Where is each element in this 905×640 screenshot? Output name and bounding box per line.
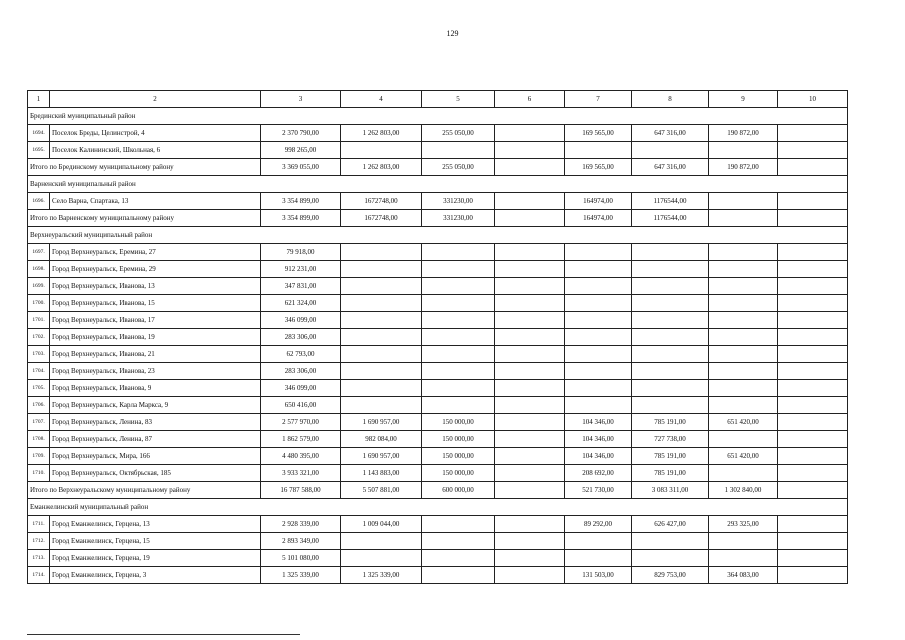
value-cell-c3: 62 793,00: [261, 346, 341, 363]
value-cell-c10: [778, 482, 848, 499]
value-cell-c7: [565, 550, 632, 567]
value-cell-c8: [632, 346, 709, 363]
value-cell-c3: 2 370 790,00: [261, 125, 341, 142]
value-cell-c4: 1 325 339,00: [341, 567, 422, 584]
address-cell: Город Верхнеуральск, Иванова, 17: [50, 312, 261, 329]
value-cell-c5: 150 000,00: [422, 448, 495, 465]
value-cell-c8: [632, 363, 709, 380]
value-cell-c10: [778, 448, 848, 465]
value-cell-c3: 283 306,00: [261, 329, 341, 346]
value-cell-c8: 785 191,00: [632, 465, 709, 482]
value-cell-c5: [422, 329, 495, 346]
section-label: Еманжелинский муниципальный район: [28, 499, 848, 516]
value-cell-c10: [778, 312, 848, 329]
value-cell-c9: [709, 550, 778, 567]
value-cell-c8: [632, 142, 709, 159]
value-cell-c8: [632, 550, 709, 567]
value-cell-c10: [778, 516, 848, 533]
value-cell-c6: [495, 159, 565, 176]
value-cell-c8: 727 738,00: [632, 431, 709, 448]
value-cell-c3: 16 787 588,00: [261, 482, 341, 499]
value-cell-c10: [778, 244, 848, 261]
value-cell-c9: [709, 193, 778, 210]
table-row: [28, 346, 848, 363]
header-cell: 8: [632, 91, 709, 108]
table-row: [28, 516, 848, 533]
row-number: 1696.: [28, 193, 50, 210]
value-cell-c7: 164974,00: [565, 210, 632, 227]
value-cell-c9: [709, 261, 778, 278]
value-cell-c5: [422, 533, 495, 550]
value-cell-c8: 1176544,00: [632, 193, 709, 210]
total-row: [28, 482, 848, 499]
value-cell-c10: [778, 363, 848, 380]
value-cell-c10: [778, 346, 848, 363]
value-cell-c8: [632, 295, 709, 312]
value-cell-c3: 1 325 339,00: [261, 567, 341, 584]
value-cell-c10: [778, 567, 848, 584]
value-cell-c6: [495, 278, 565, 295]
table-row: [28, 125, 848, 142]
value-cell-c4: 1 009 044,00: [341, 516, 422, 533]
value-cell-c5: [422, 295, 495, 312]
table-row: [28, 244, 848, 261]
row-number: 1704.: [28, 363, 50, 380]
value-cell-c3: 3 354 899,00: [261, 210, 341, 227]
value-cell-c6: [495, 142, 565, 159]
value-cell-c3: 1 862 579,00: [261, 431, 341, 448]
row-number: 1702.: [28, 329, 50, 346]
row-number: 1713.: [28, 550, 50, 567]
value-cell-c4: [341, 142, 422, 159]
value-cell-c4: 1672748,00: [341, 193, 422, 210]
value-cell-c6: [495, 261, 565, 278]
value-cell-c4: [341, 380, 422, 397]
table-row: [28, 414, 848, 431]
table-row: [28, 380, 848, 397]
table-row: [28, 329, 848, 346]
row-number: 1699.: [28, 278, 50, 295]
value-cell-c4: 1 143 883,00: [341, 465, 422, 482]
value-cell-c6: [495, 312, 565, 329]
value-cell-c4: [341, 363, 422, 380]
register-table: [27, 90, 848, 584]
value-cell-c5: 331230,00: [422, 210, 495, 227]
value-cell-c4: [341, 312, 422, 329]
row-number: 1709.: [28, 448, 50, 465]
value-cell-c8: [632, 278, 709, 295]
value-cell-c7: [565, 397, 632, 414]
value-cell-c6: [495, 363, 565, 380]
section-label: Брединский муниципальный район: [28, 108, 848, 125]
table-row: [28, 278, 848, 295]
page-number: 129: [446, 29, 459, 38]
row-number: 1706.: [28, 397, 50, 414]
value-cell-c7: 169 565,00: [565, 125, 632, 142]
value-cell-c3: 912 231,00: [261, 261, 341, 278]
value-cell-c9: [709, 380, 778, 397]
value-cell-c3: 621 324,00: [261, 295, 341, 312]
value-cell-c10: [778, 295, 848, 312]
value-cell-c7: [565, 533, 632, 550]
address-cell: Город Еманжелинск, Герцена, 13: [50, 516, 261, 533]
value-cell-c3: 650 416,00: [261, 397, 341, 414]
total-label: Итого по Брединскому муниципальному району: [28, 159, 261, 176]
value-cell-c3: 2 577 970,00: [261, 414, 341, 431]
footnote-rule: [27, 634, 300, 635]
value-cell-c4: [341, 329, 422, 346]
value-cell-c9: [709, 210, 778, 227]
value-cell-c4: 1 690 957,00: [341, 448, 422, 465]
value-cell-c7: [565, 312, 632, 329]
value-cell-c4: 1 262 803,00: [341, 125, 422, 142]
table-row: [28, 465, 848, 482]
value-cell-c6: [495, 414, 565, 431]
value-cell-c4: 1 690 957,00: [341, 414, 422, 431]
header-cell: 1: [28, 91, 50, 108]
value-cell-c9: 190 872,00: [709, 125, 778, 142]
value-cell-c10: [778, 261, 848, 278]
table-row: [28, 533, 848, 550]
value-cell-c9: 1 302 840,00: [709, 482, 778, 499]
value-cell-c8: [632, 244, 709, 261]
value-cell-c4: [341, 244, 422, 261]
value-cell-c5: [422, 244, 495, 261]
address-cell: Город Верхнеуральск, Ленина, 83: [50, 414, 261, 431]
value-cell-c5: 150 000,00: [422, 431, 495, 448]
row-number: 1714.: [28, 567, 50, 584]
table-row: [28, 448, 848, 465]
row-number: 1701.: [28, 312, 50, 329]
value-cell-c3: 346 099,00: [261, 312, 341, 329]
value-cell-c8: 785 191,00: [632, 448, 709, 465]
value-cell-c5: [422, 516, 495, 533]
value-cell-c8: 3 083 311,00: [632, 482, 709, 499]
value-cell-c10: [778, 210, 848, 227]
value-cell-c3: 3 369 055,00: [261, 159, 341, 176]
value-cell-c9: [709, 397, 778, 414]
value-cell-c8: 647 316,00: [632, 125, 709, 142]
header-cell: 7: [565, 91, 632, 108]
value-cell-c8: 1176544,00: [632, 210, 709, 227]
table-row: [28, 142, 848, 159]
value-cell-c7: [565, 142, 632, 159]
table-row: [28, 431, 848, 448]
value-cell-c7: 521 730,00: [565, 482, 632, 499]
value-cell-c4: [341, 261, 422, 278]
value-cell-c3: 5 101 080,00: [261, 550, 341, 567]
row-number: 1697.: [28, 244, 50, 261]
table-row: [28, 261, 848, 278]
value-cell-c4: [341, 533, 422, 550]
section-row: [28, 176, 848, 193]
value-cell-c4: 5 507 881,00: [341, 482, 422, 499]
value-cell-c8: [632, 312, 709, 329]
value-cell-c6: [495, 397, 565, 414]
header-cell: 2: [50, 91, 261, 108]
value-cell-c7: [565, 295, 632, 312]
value-cell-c4: 1 262 803,00: [341, 159, 422, 176]
row-number: 1705.: [28, 380, 50, 397]
value-cell-c10: [778, 380, 848, 397]
address-cell: Город Верхнеуральск, Мира, 166: [50, 448, 261, 465]
value-cell-c9: 364 083,00: [709, 567, 778, 584]
row-number: 1700.: [28, 295, 50, 312]
value-cell-c5: 255 050,00: [422, 159, 495, 176]
value-cell-c6: [495, 516, 565, 533]
value-cell-c4: [341, 397, 422, 414]
value-cell-c4: [341, 295, 422, 312]
value-cell-c6: [495, 346, 565, 363]
value-cell-c5: [422, 380, 495, 397]
value-cell-c8: [632, 397, 709, 414]
row-number: 1712.: [28, 533, 50, 550]
value-cell-c3: 2 893 349,00: [261, 533, 341, 550]
value-cell-c5: 150 000,00: [422, 465, 495, 482]
value-cell-c6: [495, 550, 565, 567]
section-label: Верхнеуральский муниципальный район: [28, 227, 848, 244]
address-cell: Город Еманжелинск, Герцена, 19: [50, 550, 261, 567]
value-cell-c9: 190 872,00: [709, 159, 778, 176]
address-cell: Поселок Бреды, Целинстрой, 4: [50, 125, 261, 142]
value-cell-c7: 104 346,00: [565, 431, 632, 448]
value-cell-c5: [422, 550, 495, 567]
value-cell-c3: 283 306,00: [261, 363, 341, 380]
total-label: Итого по Варненскому муниципальному району: [28, 210, 261, 227]
value-cell-c3: 3 933 321,00: [261, 465, 341, 482]
value-cell-c5: [422, 142, 495, 159]
value-cell-c9: [709, 431, 778, 448]
value-cell-c6: [495, 295, 565, 312]
header-cell: 3: [261, 91, 341, 108]
value-cell-c7: 164974,00: [565, 193, 632, 210]
address-cell: Город Еманжелинск, Герцена, 3: [50, 567, 261, 584]
table-row: [28, 295, 848, 312]
value-cell-c9: [709, 278, 778, 295]
section-row: [28, 108, 848, 125]
address-cell: Город Верхнеуральск, Еремина, 27: [50, 244, 261, 261]
value-cell-c5: [422, 363, 495, 380]
value-cell-c5: [422, 397, 495, 414]
value-cell-c10: [778, 465, 848, 482]
value-cell-c3: 347 831,00: [261, 278, 341, 295]
total-row: [28, 210, 848, 227]
value-cell-c6: [495, 431, 565, 448]
value-cell-c5: 600 000,00: [422, 482, 495, 499]
value-cell-c8: [632, 380, 709, 397]
value-cell-c7: [565, 346, 632, 363]
address-cell: Город Верхнеуральск, Еремина, 29: [50, 261, 261, 278]
value-cell-c3: 79 918,00: [261, 244, 341, 261]
value-cell-c9: [709, 244, 778, 261]
header-cell: 4: [341, 91, 422, 108]
value-cell-c6: [495, 210, 565, 227]
value-cell-c6: [495, 380, 565, 397]
address-cell: Город Еманжелинск, Герцена, 15: [50, 533, 261, 550]
value-cell-c3: 346 099,00: [261, 380, 341, 397]
value-cell-c8: [632, 329, 709, 346]
table-row: [28, 567, 848, 584]
value-cell-c8: 829 753,00: [632, 567, 709, 584]
value-cell-c6: [495, 125, 565, 142]
value-cell-c9: [709, 346, 778, 363]
value-cell-c9: [709, 312, 778, 329]
section-row: [28, 227, 848, 244]
value-cell-c8: 785 191,00: [632, 414, 709, 431]
value-cell-c5: [422, 567, 495, 584]
section-label: Варненский муниципальный район: [28, 176, 848, 193]
table-body: [28, 91, 848, 584]
value-cell-c5: [422, 312, 495, 329]
value-cell-c4: 982 084,00: [341, 431, 422, 448]
value-cell-c6: [495, 193, 565, 210]
value-cell-c3: 2 928 339,00: [261, 516, 341, 533]
value-cell-c4: [341, 550, 422, 567]
value-cell-c7: [565, 261, 632, 278]
value-cell-c4: [341, 346, 422, 363]
total-label: Итого по Верхнеуральскому муниципальному району: [28, 482, 261, 499]
address-cell: Город Верхнеуральск, Иванова, 23: [50, 363, 261, 380]
value-cell-c7: 169 565,00: [565, 159, 632, 176]
value-cell-c10: [778, 397, 848, 414]
header-row: [28, 91, 848, 108]
value-cell-c6: [495, 567, 565, 584]
address-cell: Город Верхнеуральск, Ленина, 87: [50, 431, 261, 448]
table-row: [28, 397, 848, 414]
value-cell-c9: [709, 329, 778, 346]
value-cell-c7: [565, 363, 632, 380]
value-cell-c7: 104 346,00: [565, 414, 632, 431]
value-cell-c7: [565, 329, 632, 346]
header-cell: 5: [422, 91, 495, 108]
header-cell: 9: [709, 91, 778, 108]
value-cell-c8: 647 316,00: [632, 159, 709, 176]
value-cell-c10: [778, 329, 848, 346]
address-cell: Город Верхнеуральск, Иванова, 21: [50, 346, 261, 363]
value-cell-c10: [778, 125, 848, 142]
value-cell-c7: [565, 244, 632, 261]
value-cell-c3: 4 480 395,00: [261, 448, 341, 465]
value-cell-c9: 651 420,00: [709, 448, 778, 465]
row-number: 1698.: [28, 261, 50, 278]
address-cell: Село Варна, Спартака, 13: [50, 193, 261, 210]
row-number: 1695.: [28, 142, 50, 159]
value-cell-c10: [778, 533, 848, 550]
value-cell-c7: [565, 278, 632, 295]
value-cell-c6: [495, 448, 565, 465]
address-cell: Город Верхнеуральск, Иванова, 15: [50, 295, 261, 312]
value-cell-c9: [709, 142, 778, 159]
value-cell-c6: [495, 329, 565, 346]
value-cell-c7: 104 346,00: [565, 448, 632, 465]
address-cell: Город Верхнеуральск, Иванова, 19: [50, 329, 261, 346]
value-cell-c4: 1672748,00: [341, 210, 422, 227]
row-number: 1703.: [28, 346, 50, 363]
value-cell-c6: [495, 533, 565, 550]
value-cell-c10: [778, 278, 848, 295]
value-cell-c6: [495, 482, 565, 499]
value-cell-c6: [495, 465, 565, 482]
total-row: [28, 159, 848, 176]
row-number: 1708.: [28, 431, 50, 448]
value-cell-c10: [778, 159, 848, 176]
table-row: [28, 550, 848, 567]
row-number: 1711.: [28, 516, 50, 533]
value-cell-c9: [709, 295, 778, 312]
value-cell-c7: 131 503,00: [565, 567, 632, 584]
table-row: [28, 312, 848, 329]
value-cell-c5: 150 000,00: [422, 414, 495, 431]
table-row: [28, 193, 848, 210]
address-cell: Город Верхнеуральск, Иванова, 13: [50, 278, 261, 295]
value-cell-c9: 651 420,00: [709, 414, 778, 431]
value-cell-c9: 293 325,00: [709, 516, 778, 533]
row-number: 1694.: [28, 125, 50, 142]
header-cell: 6: [495, 91, 565, 108]
value-cell-c5: [422, 261, 495, 278]
value-cell-c5: [422, 278, 495, 295]
value-cell-c8: [632, 261, 709, 278]
row-number: 1707.: [28, 414, 50, 431]
header-cell: 10: [778, 91, 848, 108]
value-cell-c10: [778, 550, 848, 567]
address-cell: Поселок Калининский, Школьная, 6: [50, 142, 261, 159]
value-cell-c9: [709, 465, 778, 482]
value-cell-c9: [709, 363, 778, 380]
value-cell-c10: [778, 142, 848, 159]
value-cell-c4: [341, 278, 422, 295]
value-cell-c6: [495, 244, 565, 261]
value-cell-c9: [709, 533, 778, 550]
value-cell-c8: 626 427,00: [632, 516, 709, 533]
value-cell-c7: 89 292,00: [565, 516, 632, 533]
address-cell: Город Верхнеуральск, Октябрьская, 185: [50, 465, 261, 482]
section-row: [28, 499, 848, 516]
value-cell-c8: [632, 533, 709, 550]
value-cell-c5: [422, 346, 495, 363]
value-cell-c10: [778, 414, 848, 431]
value-cell-c3: 3 354 899,00: [261, 193, 341, 210]
value-cell-c10: [778, 193, 848, 210]
value-cell-c10: [778, 431, 848, 448]
row-number: 1710.: [28, 465, 50, 482]
value-cell-c5: 255 050,00: [422, 125, 495, 142]
value-cell-c5: 331230,00: [422, 193, 495, 210]
address-cell: Город Верхнеуральск, Карла Маркса, 9: [50, 397, 261, 414]
value-cell-c7: [565, 380, 632, 397]
table-row: [28, 363, 848, 380]
address-cell: Город Верхнеуральск, Иванова, 9: [50, 380, 261, 397]
value-cell-c7: 208 692,00: [565, 465, 632, 482]
value-cell-c3: 998 265,00: [261, 142, 341, 159]
